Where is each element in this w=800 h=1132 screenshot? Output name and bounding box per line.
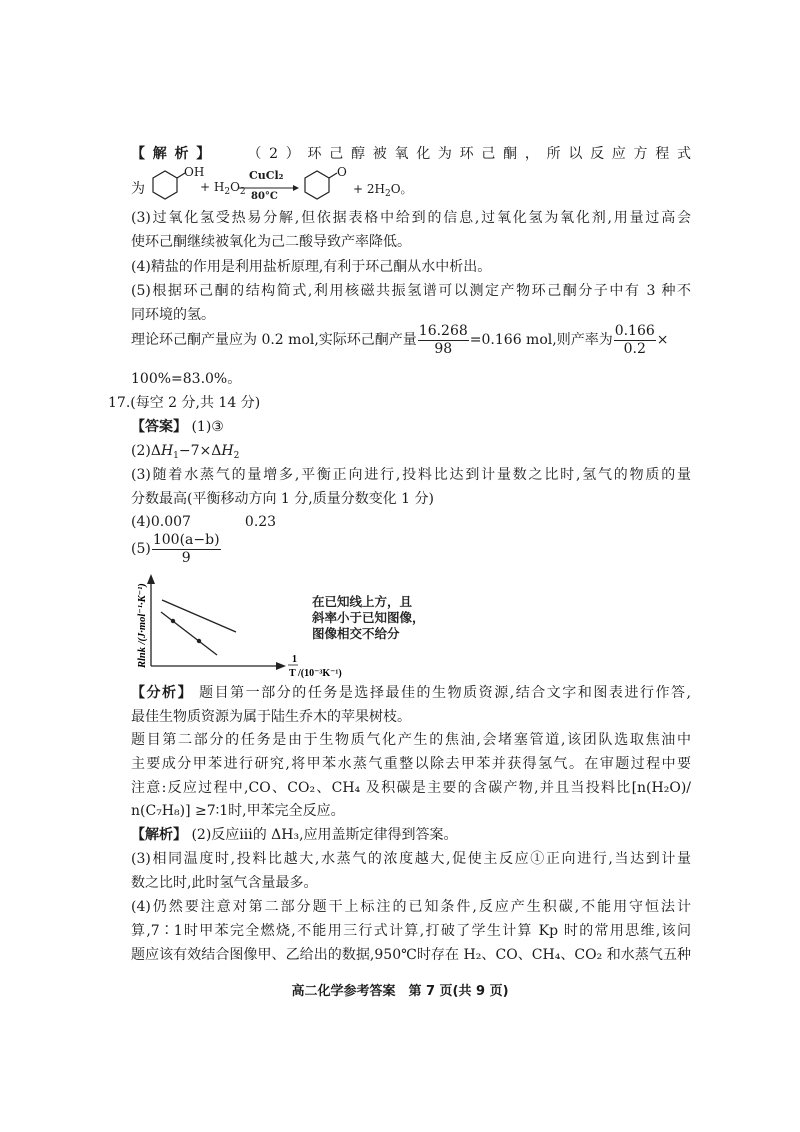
text: H xyxy=(221,443,234,459)
reaction-equation xyxy=(131,166,431,206)
text: H xyxy=(160,443,174,459)
text: OH xyxy=(184,165,205,179)
analysis-heading: 【解析】 xyxy=(131,146,211,162)
denominator: 9 xyxy=(181,549,191,566)
text: −7×Δ xyxy=(178,443,222,459)
paragraph-3-line-2: 使环己酮继续被氧化为己二酸导致产率降低。 xyxy=(131,234,411,250)
fraction xyxy=(614,323,656,358)
answer-3-line-2: 分数最高(平衡移动方向 1 分,质量分数变化 1 分) xyxy=(131,491,434,507)
paragraph-3-line-1: (3)过氧化氢受热易分解,但依据表格中给到的信息,过氧化氢为氧化剂,用量过高会 xyxy=(131,210,691,226)
explain-line-6: 题应该有效结合图像甲、乙给出的数据,950℃时存在 H₂、CO、CH₄、CO₂ 和水蒸气五种 xyxy=(131,947,691,963)
analysis-line-4: 主要成分甲苯进行研究,将甲苯水蒸气重整以除去甲苯并获得氢气。在审题过程中要 xyxy=(131,756,691,772)
text: O xyxy=(337,165,347,179)
text: (1)③ xyxy=(187,419,224,435)
text: 0.23 xyxy=(244,514,277,530)
fraction xyxy=(152,532,221,567)
text: （2）环己醇被氧化为环己酮，所以反应方程式 xyxy=(254,146,691,162)
answer-heading: 【答案】 xyxy=(131,419,187,435)
text: O。 xyxy=(390,182,413,196)
text: (2)反应ⅲ的 ΔH₃,应用盖斯定律得到答案。 xyxy=(187,827,458,843)
y-axis-label: Rlnk /(J·mol⁻¹·K⁻¹) xyxy=(137,583,148,668)
y-axis-arrow-icon xyxy=(147,574,155,584)
text: 为 xyxy=(131,181,145,197)
analysis-line-5: 注意:反应过程中,CO、CO₂、CH₄ 及积碳是主要的含碳产物,并且当投料比[n(H₂O)/ xyxy=(131,780,691,796)
graph-note xyxy=(312,594,425,642)
text: =0.166 mol,则产率为 xyxy=(469,332,613,348)
paragraph-4: (4)精盐的作用是利用盐析原理,有利于环己酮从水中析出。 xyxy=(131,259,492,275)
text: (2)Δ xyxy=(131,443,161,459)
analysis-line-3: 题目第二部分的任务是由于生物质气化产生的焦油,会堵塞管道,该团队选取焦油中 xyxy=(131,732,691,748)
text: + 2H xyxy=(353,182,385,196)
text: 理论环己酮产量应为 0.2 mol,实际环己酮产量 xyxy=(131,332,417,348)
text: 1 xyxy=(173,451,179,461)
yield-result: 100%=83.0%。 xyxy=(131,371,242,387)
explain-line-2: (3)相同温度时,投料比越大,水蒸气的浓度越大,促使主反应①正向进行,当达到计量 xyxy=(131,851,691,867)
question-17-title: 17.(每空 2 分,共 14 分) xyxy=(108,395,261,411)
data-point xyxy=(171,619,175,623)
answer-3-line-1: (3)随着水蒸气的量增多,平衡正向进行,投料比达到计量数之比时,氢气的物质的量 xyxy=(131,467,691,483)
new-line xyxy=(162,600,236,632)
text: 题目第一部分的任务是选择最佳的生物质资源,结合文字和图表进行作答, xyxy=(199,685,691,701)
condition: 80°C xyxy=(251,191,278,202)
text: O xyxy=(230,180,240,194)
answer-4 xyxy=(131,513,691,531)
answer-1 xyxy=(131,418,691,436)
water xyxy=(353,180,413,197)
cyclohexanone-structure xyxy=(297,166,357,206)
text: 2 xyxy=(239,187,246,197)
denominator: 0.2 xyxy=(623,340,646,357)
explain-line-1 xyxy=(131,826,691,844)
yield-calculation xyxy=(131,322,691,358)
explain-line-3: 数之比时,此时氢气含量最多。 xyxy=(131,875,318,891)
numerator: 16.268 xyxy=(418,322,468,339)
text: (5) xyxy=(131,541,151,557)
known-line xyxy=(161,612,217,655)
text: + H xyxy=(200,180,225,194)
fraction xyxy=(418,323,469,358)
x-axis-label-denominator: T /(10⁻³K⁻¹) xyxy=(289,668,342,679)
analysis-line-6: n(C₇H₈)] ≥7∶1时,甲苯完全反应。 xyxy=(131,803,345,819)
numerator: 100(a−b) xyxy=(152,531,220,548)
paragraph-5-line-1: (5)根据环己酮的结构简式,利用核磁共振氢谱可以测定产物环己酮分子中有 3 种不 xyxy=(131,283,691,299)
answer-5 xyxy=(131,530,691,568)
x-axis-label-numerator: 1 xyxy=(292,654,297,665)
x-axis-arrow-icon xyxy=(276,662,286,670)
page-footer: 高二化学参考答案 第 7 页(共 9 页) xyxy=(291,984,509,999)
analysis-line-1 xyxy=(131,145,691,163)
text: 2 xyxy=(224,187,231,197)
text: 在已知线上方，且 xyxy=(312,594,413,609)
text: 图像相交不给分 xyxy=(312,626,400,641)
explain-line-4: (4)仍然要注意对第二部分题干上标注的已知条件,反应产生积碳,不能用守恒法计 xyxy=(131,899,691,915)
numerator: 0.166 xyxy=(614,322,655,339)
analysis-heading: 【分析】 xyxy=(131,685,194,701)
text: × xyxy=(656,332,669,348)
explain-line-5: 算,7∶1时甲苯完全燃烧,不能用三行式计算,打破了学生计算 Kp 时的常用思维,该问 xyxy=(131,923,691,939)
data-point xyxy=(197,639,201,643)
text: 2 xyxy=(233,451,240,461)
catalyst: CuCl₂ xyxy=(249,169,284,182)
text: 斜率小于已知图像， xyxy=(312,610,425,625)
denominator: 98 xyxy=(434,340,453,357)
text: (4)0.007 xyxy=(131,514,191,530)
analysis-line-2: 最佳生物质资源为属于陆生乔木的苹果树枝。 xyxy=(131,709,411,725)
answer-2 xyxy=(131,442,691,460)
paragraph-5-line-2: 同环境的氢。 xyxy=(131,307,215,323)
analysis-line-1 xyxy=(131,684,691,702)
text: 2 xyxy=(384,189,391,199)
explain-heading: 【解析】 xyxy=(131,827,187,843)
